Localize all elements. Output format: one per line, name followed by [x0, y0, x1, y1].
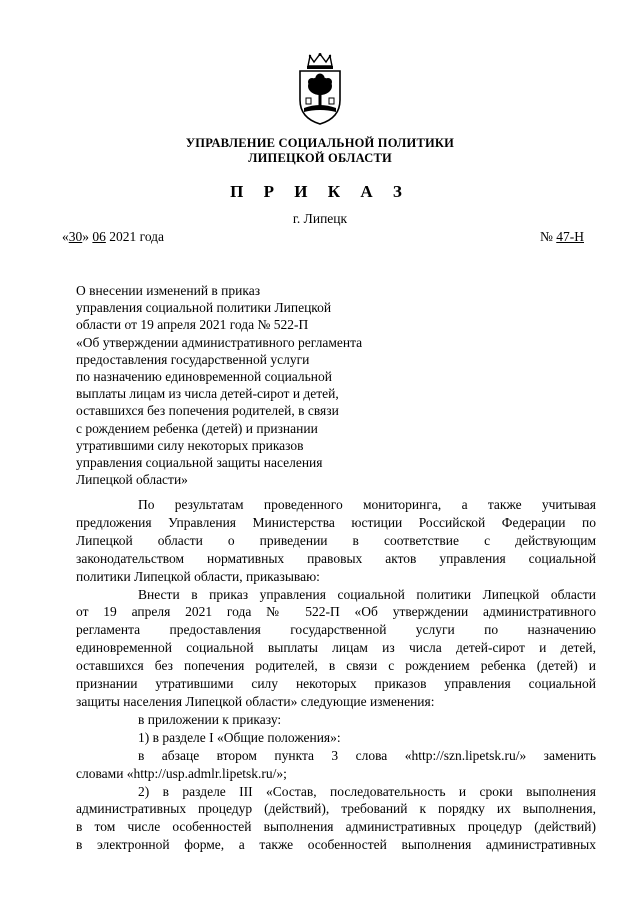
body-line: административных процедур (действий), требований к порядку их выполнения,: [76, 801, 596, 817]
subject-line: О внесении изменений в приказ: [76, 283, 261, 298]
body-line: Внести в приказ управления социальной политики Липецкой области: [138, 586, 596, 602]
date-year: 2021 года: [105, 229, 165, 244]
document-number: [540, 229, 584, 245]
document-date: [62, 229, 164, 245]
date-day: 30: [68, 229, 83, 244]
subject-line: предоставления государственной услуги: [76, 351, 310, 367]
body-line: в абзаце втором пункта 3 слова «http://szn.lipetsk.ru/» заменить: [138, 747, 596, 763]
body-line: словами «http://usp.admlr.lipetsk.ru/»;: [76, 765, 287, 781]
organization-name-line-2: ЛИПЕЦКОЙ ОБЛАСТИ: [248, 151, 392, 165]
subject-block: [76, 282, 362, 488]
body-line: По результатам проведенного мониторинга, а также учитывая: [138, 497, 596, 512]
subject-line: Липецкой области»: [76, 472, 188, 488]
subject-line: оставшихся без попечения родителей, в связи: [76, 403, 339, 419]
number-prefix: №: [539, 229, 557, 244]
body-line: предложения Управления Министерства юстиции Российской Федерации по: [76, 514, 596, 530]
subject-line: по назначению единовременной социальной: [76, 369, 332, 385]
subject-line: управления социальной защиты населения: [76, 455, 323, 471]
body-line: Липецкой области о приведении в соответствие с действующим: [76, 532, 596, 548]
body-line: защиты населения Липецкой области» следующие изменения:: [76, 693, 435, 709]
body-line: 2) в разделе III «Состав, последовательность и сроки выполнения: [138, 783, 596, 799]
number-value: 47-Н: [556, 229, 584, 244]
subject-line: управления социальной политики Липецкой: [76, 300, 332, 316]
body-line: признании утратившими силу некоторых приказов управления социальной: [76, 676, 596, 692]
body-line: в приложении к приказу:: [138, 711, 282, 727]
body-line: от 19 апреля 2021 года № 522-П «Об утверждении административного: [76, 604, 596, 620]
body-text: [76, 496, 596, 854]
subject-line: выплаты лицам из числа детей-сирот и детей,: [76, 386, 339, 402]
subject-line: «Об утверждении административного регламента: [76, 334, 363, 350]
coat-of-arms-emblem: [292, 52, 348, 126]
subject-line: утратившими силу некоторых приказов: [76, 437, 304, 453]
organization-name-line-1: УПРАВЛЕНИЕ СОЦИАЛЬНОЙ ПОЛИТИКИ: [185, 136, 455, 150]
body-line: в электронной форме, а также особенностей выполнения административных: [76, 837, 596, 853]
subject-line: с рождением ребенка (детей) и признании: [76, 420, 318, 436]
city: г. Липецк: [292, 211, 348, 226]
document-type-title: П Р И К А З: [230, 182, 410, 201]
body-line: законодательством нормативных правовых актов управления социальной: [76, 550, 596, 566]
date-month: 06: [92, 229, 106, 244]
body-line: 1) в разделе I «Общие положения»:: [138, 729, 341, 745]
body-line: оставшихся без попечения родителей, в связи с рождением ребенка (детей) и: [76, 658, 596, 674]
body-line: политики Липецкой области, приказываю:: [76, 568, 320, 584]
date-open-quote: «: [62, 229, 69, 244]
body-line: в том числе особенностей выполнения административных процедур (действий): [76, 819, 596, 835]
body-line: регламента предоставления государственной услуги по назначению: [76, 622, 596, 638]
date-mid: »: [82, 229, 93, 244]
body-line: единовременной социальной выплаты лицам из числа детей-сирот и детей,: [76, 640, 596, 656]
subject-line: области от 19 апреля 2021 года № 522-П: [76, 317, 309, 333]
